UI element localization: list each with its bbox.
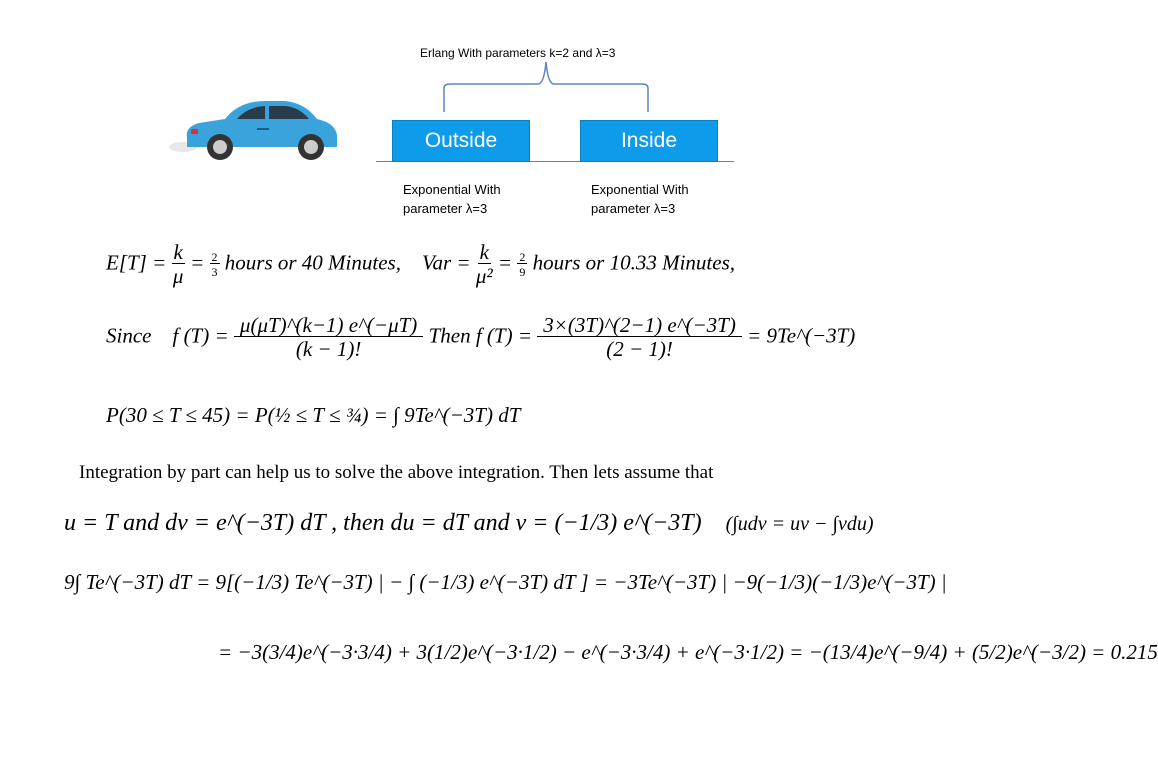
- uv-equation: [64, 510, 874, 537]
- integration-text: Integration by part can help us to solve the above integration. Then lets assume that: [79, 462, 714, 483]
- var-val-num: 2: [519, 250, 526, 264]
- mean-den: μ: [172, 264, 184, 288]
- brace-icon: [440, 58, 655, 114]
- parts-rule: (∫udv = uv − ∫vdu): [725, 513, 874, 535]
- inside-stage-box: Inside: [580, 120, 718, 162]
- var-lhs: Var =: [421, 250, 471, 275]
- result-equation: = −3(3/4)e^(−3·3/4) + 3(1/2)e^(−3·1/2) − e^(−3·3/4) + e^(−3·1/2) = −(13/4)e^(−9/4) + (5/2)e^(−3/2) = 0.215: [218, 640, 1158, 664]
- pdf2-den: (2 − 1)!: [606, 337, 673, 361]
- caption-line: parameter λ=3: [591, 201, 676, 216]
- var-val-den: 9: [519, 265, 526, 279]
- pdf-den: (k − 1)!: [295, 337, 362, 361]
- mean-val-den: 3: [211, 265, 218, 279]
- mean-lhs: E[T] =: [106, 250, 167, 275]
- then-label: Then: [428, 323, 471, 348]
- probability-equation: P(30 ≤ T ≤ 45) = P(½ ≤ T ≤ ¾) = ∫ 9Te^(−3T) dT: [106, 403, 521, 427]
- uv-line: u = T and dv = e^(−3T) dT , then du = dT and v = (−1/3) e^(−3T): [64, 510, 702, 536]
- pdf-equation: [106, 315, 855, 360]
- since-label: Since: [106, 323, 152, 348]
- f-lhs: f (T) =: [172, 323, 229, 348]
- mean-variance-equation: E[T] = $\frac{k}{\mu}$ = $\frac{2}{3}$ hours or 40 Minutes, Var = $\frac{k}{\text{μ²}}$ = $\frac{2}{9}$ hours or 10.33 Minutes,: [106, 240, 736, 288]
- mean-text: hours or 40 Minutes,: [224, 250, 401, 275]
- var-text: hours or 10.33 Minutes,: [532, 250, 736, 275]
- car-icon: [165, 95, 345, 165]
- pdf2-result: = 9Te^(−3T): [747, 323, 856, 348]
- var-den: μ²: [475, 264, 493, 288]
- mean-num: k: [173, 240, 183, 264]
- var-num: k: [479, 240, 489, 264]
- expansion-equation: 9∫ Te^(−3T) dT = 9[(−1/3) Te^(−3T) | − ∫ (−1/3) e^(−3T) dT ] = −3Te^(−3T) | −9(−1/3)(−1/3)e^(−3T) |: [64, 570, 947, 594]
- caption-line: Exponential With: [591, 182, 689, 197]
- mean-val-num: 2: [211, 250, 218, 264]
- outside-caption: [403, 180, 501, 218]
- f-lhs2: f (T) =: [475, 323, 532, 348]
- inside-caption: [591, 180, 689, 218]
- diagram-title: Erlang With parameters k=2 and λ=3: [420, 46, 616, 60]
- caption-line: parameter λ=3: [403, 201, 488, 216]
- outside-stage-box: Outside: [392, 120, 530, 162]
- caption-line: Exponential With: [403, 182, 501, 197]
- pdf-num: μ(μT)^(k−1) e^(−μT): [234, 315, 423, 337]
- pdf2-num: 3×(3T)^(2−1) e^(−3T): [537, 315, 742, 337]
